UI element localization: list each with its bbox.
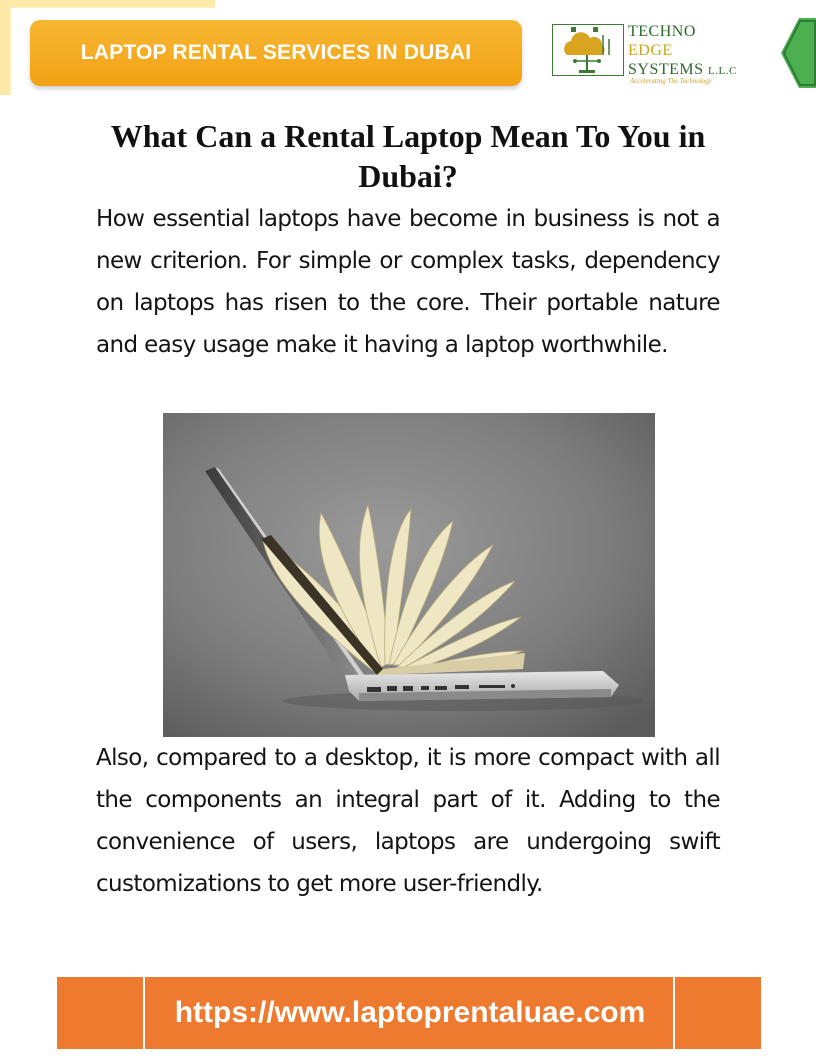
logo-line-systems: SYSTEMS: [628, 61, 704, 78]
logo-emblem: [552, 24, 624, 76]
company-logo: [552, 22, 752, 85]
next-arrow-icon[interactable]: [781, 18, 816, 88]
footer-bar: [57, 977, 761, 1049]
article-paragraph-1: How essential laptops have become in business is not a new criterion. For simple or complex tasks, dependency on laptops has risen to the core. Their portable nature and easy usage make it having a laptop worthwhile.: [96, 206, 720, 358]
logo-suffix: L.L.C: [708, 65, 737, 77]
website-link[interactable]: https://www.laptoprentaluae.com: [174, 996, 646, 1029]
logo-tagline: Accelerating The Technology: [630, 77, 712, 85]
footer-divider-left: [143, 977, 145, 1049]
logo-line-techno: TECHNO: [628, 23, 696, 40]
laptop-photo-image: [163, 413, 655, 737]
logo-wordmark: [628, 22, 737, 81]
laptop-book-photo: [163, 413, 655, 737]
header-banner: [30, 20, 522, 86]
article-title: What Can a Rental Laptop Mean To You in Dubai?: [110, 118, 706, 194]
article-paragraph-2: Also, compared to a desktop, it is more compact with all the components an integral part of it. Adding to the convenience of users, laptops are undergoing swift customizations to get more user-friendly.: [96, 745, 720, 897]
banner-title: LAPTOP RENTAL SERVICES IN DUBAI: [80, 41, 472, 64]
logo-line-edge: EDGE: [628, 42, 673, 59]
footer-divider-right: [673, 977, 675, 1049]
cloud-circuit-icon: [553, 25, 623, 75]
